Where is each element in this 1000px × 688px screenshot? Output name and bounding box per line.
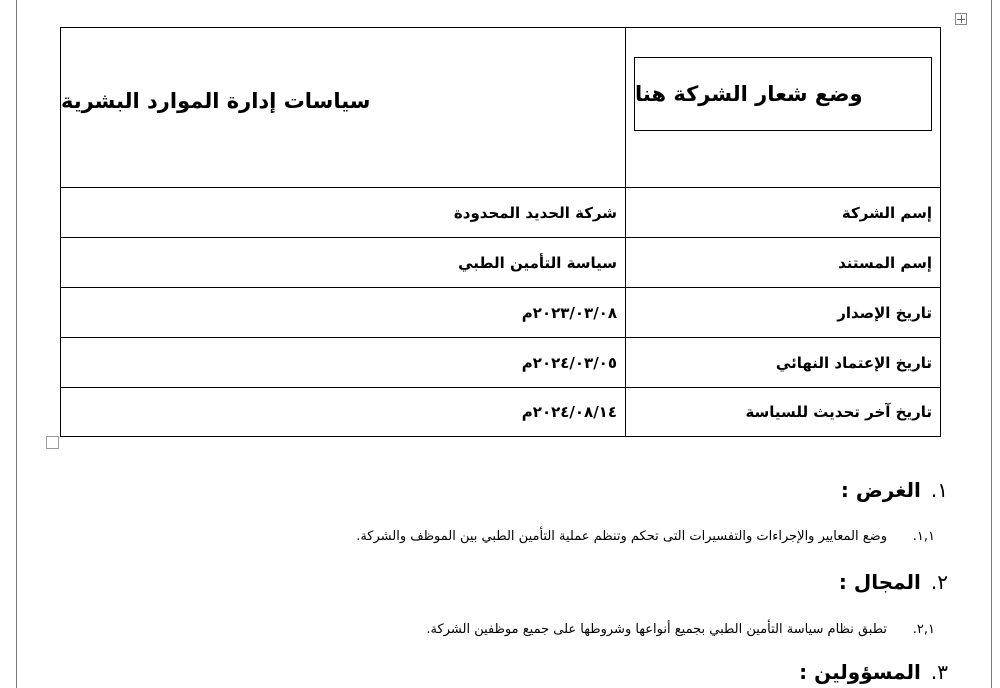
- logo-placeholder-box: [634, 57, 932, 131]
- last-update-date-value-text: ٢٠٢٤/٠٨/١٤م: [521, 403, 617, 421]
- final-approval-date-label: تاريخ الإعتماد النهائي: [775, 353, 932, 372]
- table-row: [61, 188, 940, 238]
- company-name-label: إسم الشركة: [841, 203, 932, 222]
- subsection-item: [356, 529, 935, 544]
- column-divider: [625, 188, 626, 237]
- company-name-value: [61, 188, 625, 237]
- policy-info-table: [60, 27, 941, 437]
- table-row: [61, 338, 940, 388]
- section-number: ٢.: [930, 570, 948, 594]
- column-divider: [625, 388, 626, 436]
- section-heading-purpose: [841, 478, 948, 502]
- final-approval-date-value-text: ٢٠٢٤/٠٣/٠٥م: [521, 353, 617, 372]
- table-resize-handle-icon[interactable]: [46, 436, 59, 449]
- table-row: [61, 238, 940, 288]
- section-heading-responsibles: [799, 660, 948, 684]
- section-number: ٣.: [930, 660, 948, 684]
- section-title: المجال :: [838, 570, 921, 594]
- subsection-item: [426, 622, 935, 637]
- final-approval-date-value: [61, 338, 625, 387]
- table-header-row: [61, 28, 940, 188]
- subsection-text: وضع المعايير والإجراءات والتفسيرات التى تحكم وتنظم عملية التأمين الطبي بين الموظف والشركة.: [356, 529, 887, 544]
- section-title: المسؤولين :: [799, 660, 921, 684]
- column-divider: [625, 338, 626, 387]
- last-update-date-value: [61, 388, 625, 436]
- document-name-value: [61, 238, 625, 287]
- subsection-text: تطبق نظام سياسة التأمين الطبي بجميع أنواعها وشروطها على جميع موظفين الشركة.: [426, 622, 887, 637]
- section-number: ١.: [930, 478, 948, 502]
- company-name-value-text: شركة الحديد المحدودة: [453, 203, 617, 222]
- column-divider: [625, 28, 626, 187]
- document-name-label: إسم المستند: [838, 253, 932, 272]
- logo-placeholder-text: وضع شعار الشركة هنا: [635, 82, 863, 106]
- table-row: [61, 388, 940, 436]
- policy-title: سياسات إدارة الموارد البشرية: [61, 89, 371, 113]
- page-right-edge: [991, 0, 992, 688]
- subsection-number: ٢,١.: [912, 622, 935, 637]
- section-title: الغرض :: [840, 478, 921, 502]
- issue-date-value-text: ٢٠٢٣/٠٣/٠٨م: [521, 303, 617, 322]
- page-left-edge: [16, 0, 17, 688]
- last-update-date-label: تاريخ آخر تحديث للسياسة: [745, 403, 932, 421]
- section-heading-scope: [839, 570, 948, 594]
- table-row: [61, 288, 940, 338]
- column-divider: [625, 238, 626, 287]
- document-name-value-text: سياسة التأمين الطبي: [458, 253, 617, 272]
- issue-date-label: تاريخ الإصدار: [837, 303, 932, 322]
- subsection-number: ١,١.: [912, 529, 935, 544]
- issue-date-value: [61, 288, 625, 337]
- table-move-handle-icon[interactable]: [955, 13, 967, 25]
- column-divider: [625, 288, 626, 337]
